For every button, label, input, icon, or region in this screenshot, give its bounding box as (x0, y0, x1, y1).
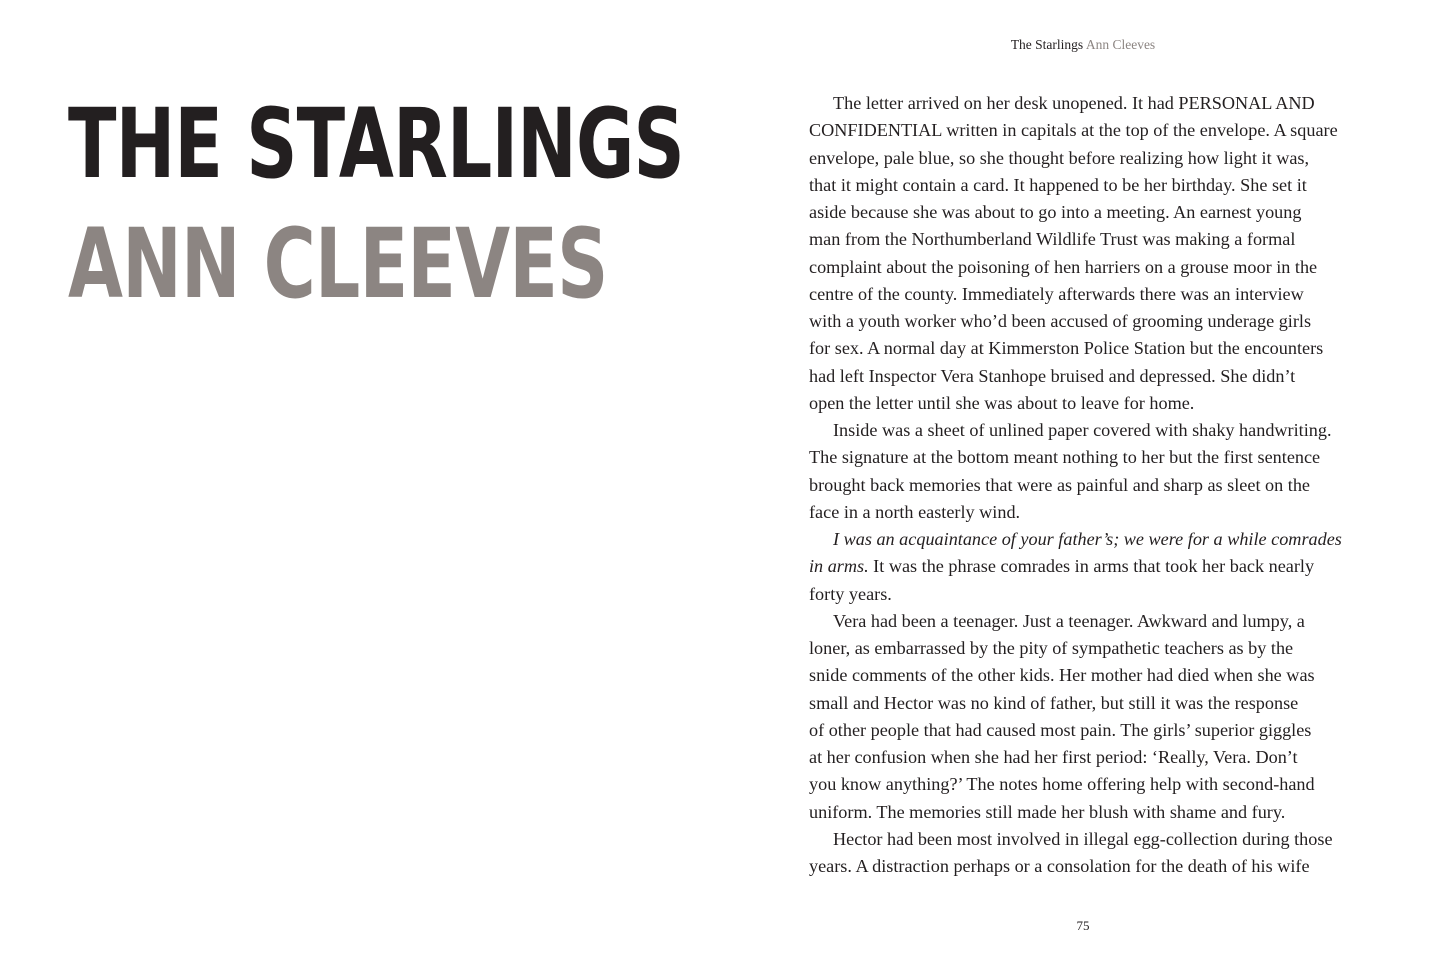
body-line: snide comments of the other kids. Her mother had died when she was (809, 665, 1315, 686)
body-line: at her confusion when she had her first period: ‘Really, Vera. Don’t (809, 747, 1298, 767)
body-line: that it might contain a card. It happened to be her birthday. She set it (809, 174, 1307, 195)
running-header (900, 36, 1266, 54)
body-line: CONFIDENTIAL written in capitals at the top of the envelope. A square (809, 120, 1338, 141)
body-line: Hector had been most involved in illegal egg-collection during those (833, 828, 1333, 849)
body-line: Vera had been a teenager. Just a teenager. Awkward and lumpy, a (833, 610, 1305, 631)
body-line: Inside was a sheet of unlined paper covered with shaky handwriting. (833, 420, 1332, 440)
body-line (809, 553, 1377, 580)
body-line: The letter arrived on her desk unopened. It had PERSONAL AND (833, 93, 1315, 113)
body-line: with a youth worker who’d been accused of grooming underage girls (809, 311, 1312, 331)
italic-fragment: in arms. (809, 556, 869, 577)
story-author: ANN CLEEVES (68, 208, 608, 320)
roman-fragment: It was the phrase comrades in arms that took her back nearly (868, 556, 1315, 577)
body-line: years. A distraction perhaps or a consolation for the death of his wife (809, 856, 1310, 876)
title-block (68, 84, 728, 324)
body-line: envelope, pale blue, so she thought before realizing how light it was, (809, 147, 1310, 168)
body-line-italic: I was an acquaintance of your father’s; we were for a while comrades (833, 529, 1342, 549)
body-line: of other people that had caused most pain. The girls’ superior giggles (809, 719, 1312, 740)
running-header-title: The Starlings (1010, 37, 1084, 52)
body-line: man from the Northumberland Wildlife Trust was making a formal (809, 229, 1296, 250)
body-line: The signature at the bottom meant nothing to her but the first sentence (809, 447, 1321, 468)
body-line: had left Inspector Vera Stanhope bruised and depressed. She didn’t (809, 365, 1296, 386)
story-title: THE STARLINGS (68, 88, 684, 200)
body-line: complaint about the poisoning of hen harriers on a grouse moor in the (809, 256, 1318, 277)
body-line: aside because she was about to go into a meeting. An earnest young (809, 202, 1302, 222)
body-line: small and Hector was no kind of father, but still it was the response (809, 692, 1299, 713)
page-number: 75 (1076, 918, 1090, 933)
body-line: for sex. A normal day at Kimmerston Police Station but the encounters (809, 338, 1324, 359)
body-line: forty years. (809, 583, 892, 604)
body-line: open the letter until she was about to leave for home. (809, 392, 1195, 413)
body-line: face in a north easterly wind. (809, 501, 1021, 522)
running-header-author: Ann Cleeves (1085, 37, 1156, 52)
body-line: you know anything?’ The notes home offering help with second-hand (809, 774, 1315, 795)
body-line: uniform. The memories still made her blush with shame and fury. (809, 801, 1286, 822)
body-line: centre of the county. Immediately afterwards there was an interview (809, 283, 1304, 304)
body-line: brought back memories that were as painful and sharp as sleet on the (809, 474, 1311, 495)
body-line: loner, as embarrassed by the pity of sympathetic teachers as by the (809, 638, 1294, 658)
body-text (809, 90, 1377, 880)
